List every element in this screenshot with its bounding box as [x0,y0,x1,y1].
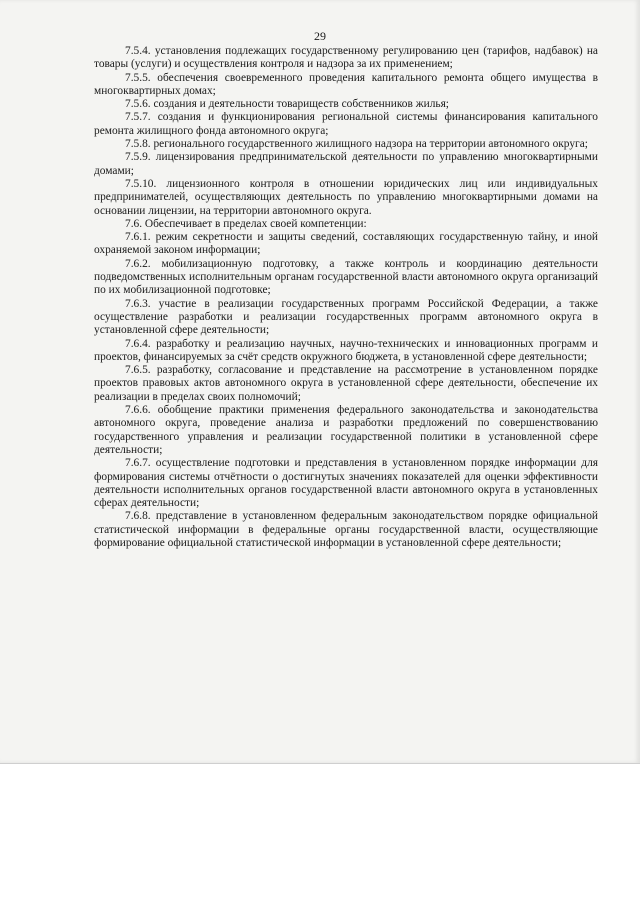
paragraph-7-5-6: 7.5.6. создания и деятельности товариществ собственников жилья; [125,98,449,111]
paragraph-7-6-6: 7.6.6. обобщение практики применения федерального законодательства и законодательства автономного округа, проведение анализа и разработки предложений по совершенствованию государственного управления и реализации государственной политики в установленной сфере деятельности; [94,404,598,456]
page-number: 29 [314,29,326,43]
paragraph-7-6-3: 7.6.3. участие в реализации государственных программ Российской Федерации, а также осуществление разработки и реализации государственных программ автономного округа в установленной сфере деятельности; [94,297,598,337]
paragraph-7-6-8: 7.6.8. представление в установленном федеральным законодательством порядке официальной статистической информации в федеральные органы государственной власти, осуществляющие формирование официальной статистической информации в установленной сфере деятельности; [94,510,598,549]
paragraph-7-6: 7.6. Обеспечивает в пределах своей компетенции: [125,217,367,230]
paragraph-7-6-1: 7.6.1. режим секретности и защиты сведений, составляющих государственную тайну, и иной охраняемой законом информации; [94,231,598,257]
paragraph-7-5-9: 7.5.9. лицензирования предпринимательской деятельности по управлению многоквартирными домами; [94,151,598,177]
paragraph-7-5-8: 7.5.8. регионального государственного жилищного надзора на территории автономного округа; [125,138,588,151]
paragraph-7-5-7: 7.5.7. создания и функционирования региональной системы финансирования капитального ремонта жилищного фонда автономного округа; [94,111,598,137]
paragraph-7-5-4: 7.5.4. установления подлежащих государственному регулированию цен (тарифов, надбавок) на товары (услуги) и осуществления контроля и надзора за их применением; [94,45,598,71]
paragraph-7-6-4: 7.6.4. разработку и реализацию научных, научно-технических и инновационных программ и проектов, финансируемых за счёт средств окружного бюджета, в установленной сфере деятельности; [94,337,598,363]
document-body [94,45,598,550]
paragraph-7-6-7: 7.6.7. осуществление подготовки и представления в установленном порядке информации для формирования системы отчётности о достигнутых значениях показателей для оценки эффективности деятельности исполнительных органов государственной власти автономного округа в установленных сферах деятельности; [94,457,598,510]
paragraph-7-5-10: 7.5.10. лицензионного контроля в отношении юридических лиц или индивидуальных предпринимателей, осуществляющих деятельность по управлению многоквартирными домами на основании лицензии, на территории автономного округа. [94,177,598,217]
paragraph-7-6-2: 7.6.2. мобилизационную подготовку, а также контроль и координацию деятельности подведомственных исполнительным органам государственной власти автономного округа организаций по их мобилизационной подготовке; [94,257,598,297]
paragraph-7-6-5: 7.6.5. разработку, согласование и представление на рассмотрение в установленном порядке проектов правовых актов автономного округа в установленной сфере деятельности, обеспечение их реализации в пределах своих полномочий; [94,364,598,403]
paragraph-7-5-5: 7.5.5. обеспечения своевременного проведения капитального ремонта общего имущества в многоквартирных домах; [94,71,598,97]
